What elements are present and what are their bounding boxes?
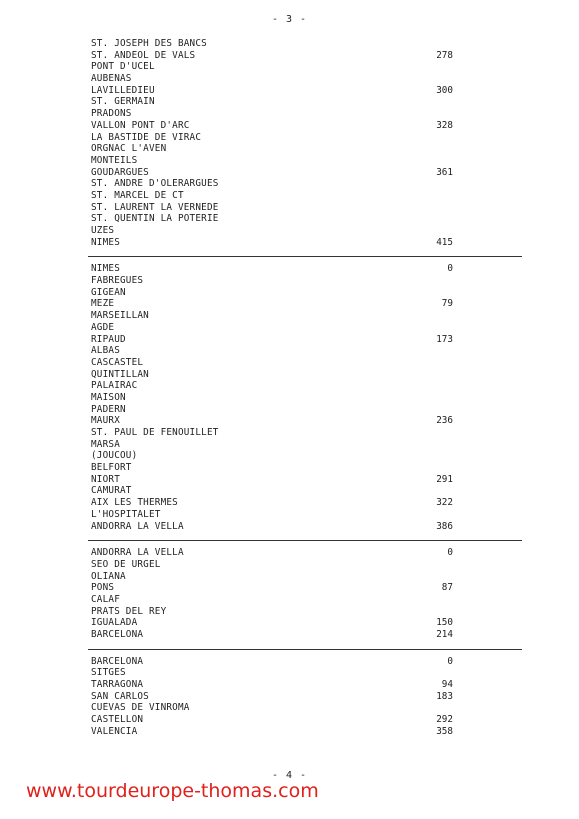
place-name: AUBENAS xyxy=(91,73,132,85)
place-name: IGUALADA xyxy=(91,617,138,629)
route-row xyxy=(0,213,579,225)
place-name: ANDORRA LA VELLA xyxy=(91,547,184,559)
place-name: GOUDARGUES xyxy=(91,166,149,178)
place-name: PALAIRAC xyxy=(91,380,138,392)
distance-km: 94 xyxy=(441,679,453,691)
route-row xyxy=(0,380,579,392)
place-name: PRADONS xyxy=(91,108,132,120)
route-row xyxy=(0,521,579,533)
distance-km: 150 xyxy=(436,617,453,629)
place-name: SEO DE URGEL xyxy=(91,558,161,570)
route-row xyxy=(0,287,579,299)
route-row xyxy=(0,439,579,451)
route-row xyxy=(0,357,579,369)
place-name: BELFORT xyxy=(91,462,132,474)
route-row xyxy=(0,190,579,202)
place-name: UZES xyxy=(91,225,115,236)
page-number-top: - 3 - xyxy=(271,14,308,25)
route-row xyxy=(0,310,579,322)
route-row xyxy=(0,497,579,509)
route-row xyxy=(0,155,579,167)
distance-km: 300 xyxy=(436,84,453,96)
route-row xyxy=(0,263,579,275)
route-row xyxy=(0,485,579,497)
route-row xyxy=(0,38,579,50)
route-row xyxy=(0,404,579,416)
route-row xyxy=(0,345,579,357)
place-name: CUEVAS DE VINROMA xyxy=(91,702,190,714)
route-row xyxy=(0,61,579,73)
place-name: MEZE xyxy=(91,298,115,310)
place-name: VALLON PONT D'ARC xyxy=(91,119,190,131)
route-row xyxy=(0,656,579,668)
place-name: ST. GERMAIN xyxy=(91,96,155,108)
route-row xyxy=(0,143,579,155)
place-name: ST. LAURENT LA VERNEDE xyxy=(91,201,219,213)
place-name: BARCELONA xyxy=(91,655,144,667)
distance-km: 415 xyxy=(436,236,453,248)
distance-km: 173 xyxy=(436,333,453,345)
place-name: MARSEILLAN xyxy=(91,310,149,322)
place-name: MAISON xyxy=(91,391,126,403)
route-row xyxy=(0,571,579,583)
route-table xyxy=(0,38,579,738)
route-row xyxy=(0,714,579,726)
distance-km: 0 xyxy=(447,263,453,275)
section-divider xyxy=(88,256,522,257)
place-name: ALBAS xyxy=(91,345,120,357)
route-row xyxy=(0,298,579,310)
page-number-bottom: - 4 - xyxy=(271,770,308,781)
place-name: OLIANA xyxy=(91,570,126,582)
route-row xyxy=(0,132,579,144)
place-name: SITGES xyxy=(91,667,126,679)
distance-km: 358 xyxy=(436,725,453,737)
place-name: VALENCIA xyxy=(91,725,138,737)
distance-km: 278 xyxy=(436,49,453,61)
route-row xyxy=(0,369,579,381)
route-row xyxy=(0,237,579,249)
route-row xyxy=(0,275,579,287)
route-row xyxy=(0,120,579,132)
place-name: L'HOSPITALET xyxy=(91,508,161,520)
distance-km: 292 xyxy=(436,714,453,726)
route-row xyxy=(0,427,579,439)
place-name: AIX LES THERMES xyxy=(91,497,178,509)
place-name: ST. ANDRE D'OLERARGUES xyxy=(91,178,219,190)
place-name: ST. QUENTIN LA POTERIE xyxy=(91,213,219,225)
section-divider xyxy=(88,540,522,541)
distance-km: 183 xyxy=(436,690,453,702)
place-name: CASCASTEL xyxy=(91,356,144,368)
route-row xyxy=(0,462,579,474)
place-name: MAURX xyxy=(91,415,120,427)
route-row xyxy=(0,96,579,108)
route-row xyxy=(0,509,579,521)
route-row xyxy=(0,85,579,97)
route-row xyxy=(0,594,579,606)
route-row xyxy=(0,334,579,346)
place-name: QUINTILLAN xyxy=(91,368,149,380)
distance-km: 0 xyxy=(447,547,453,559)
place-name: AGDE xyxy=(91,321,115,333)
route-row xyxy=(0,617,579,629)
route-section-1 xyxy=(0,38,579,248)
route-row xyxy=(0,415,579,427)
place-name: GIGEAN xyxy=(91,286,126,298)
place-name: PONT D'UCEL xyxy=(91,61,155,73)
place-name: NIMES xyxy=(91,236,120,248)
route-row xyxy=(0,474,579,486)
route-section-4 xyxy=(0,656,579,738)
place-name: NIMES xyxy=(91,263,120,275)
section-divider xyxy=(88,649,522,650)
route-row xyxy=(0,167,579,179)
place-name: SAN CARLOS xyxy=(91,690,149,702)
route-row xyxy=(0,582,579,594)
route-row xyxy=(0,108,579,120)
place-name: TARRAGONA xyxy=(91,679,144,691)
place-name: ST. JOSEPH DES BANCS xyxy=(91,38,207,49)
distance-km: 361 xyxy=(436,166,453,178)
distance-km: 291 xyxy=(436,473,453,485)
place-name: NIORT xyxy=(91,473,120,485)
place-name: LA BASTIDE DE VIRAC xyxy=(91,131,202,143)
route-row xyxy=(0,322,579,334)
route-row xyxy=(0,691,579,703)
distance-km: 236 xyxy=(436,415,453,427)
route-row xyxy=(0,50,579,62)
route-row xyxy=(0,392,579,404)
route-row xyxy=(0,178,579,190)
place-name: LAVILLEDIEU xyxy=(91,84,155,96)
place-name: CASTELLON xyxy=(91,714,144,726)
route-section-3 xyxy=(0,547,579,641)
route-row xyxy=(0,73,579,85)
place-name: MARSA xyxy=(91,438,120,450)
place-name: ST. PAUL DE FENOUILLET xyxy=(91,427,219,438)
place-name: PADERN xyxy=(91,403,126,415)
website-link[interactable]: www.tourdeurope-thomas.com xyxy=(26,780,319,802)
distance-km: 87 xyxy=(441,582,453,594)
distance-km: 328 xyxy=(436,119,453,131)
route-row xyxy=(0,629,579,641)
route-row xyxy=(0,559,579,571)
distance-km: 214 xyxy=(436,629,453,640)
route-row xyxy=(0,225,579,237)
route-row xyxy=(0,726,579,738)
place-name: CALAF xyxy=(91,593,120,605)
place-name: FABREGUES xyxy=(91,275,144,287)
distance-km: 79 xyxy=(441,298,453,310)
place-name: (JOUCOU) xyxy=(91,450,138,462)
place-name: ST. ANDEOL DE VALS xyxy=(91,49,196,61)
route-row xyxy=(0,202,579,214)
route-row xyxy=(0,547,579,559)
route-row xyxy=(0,450,579,462)
place-name: PONS xyxy=(91,582,115,594)
place-name: ST. MARCEL DE CT xyxy=(91,189,184,201)
place-name: PRATS DEL REY xyxy=(91,605,167,617)
route-section-2 xyxy=(0,263,579,532)
route-row xyxy=(0,702,579,714)
distance-km: 386 xyxy=(436,520,453,532)
route-row xyxy=(0,667,579,679)
place-name: BARCELONA xyxy=(91,629,144,640)
place-name: CAMURAT xyxy=(91,485,132,497)
route-row xyxy=(0,606,579,618)
place-name: RIPAUD xyxy=(91,333,126,345)
distance-km: 322 xyxy=(436,497,453,509)
place-name: MONTEILS xyxy=(91,154,138,166)
distance-km: 0 xyxy=(447,655,453,667)
place-name: ORGNAC L'AVEN xyxy=(91,143,167,155)
route-row xyxy=(0,679,579,691)
place-name: ANDORRA LA VELLA xyxy=(91,520,184,532)
